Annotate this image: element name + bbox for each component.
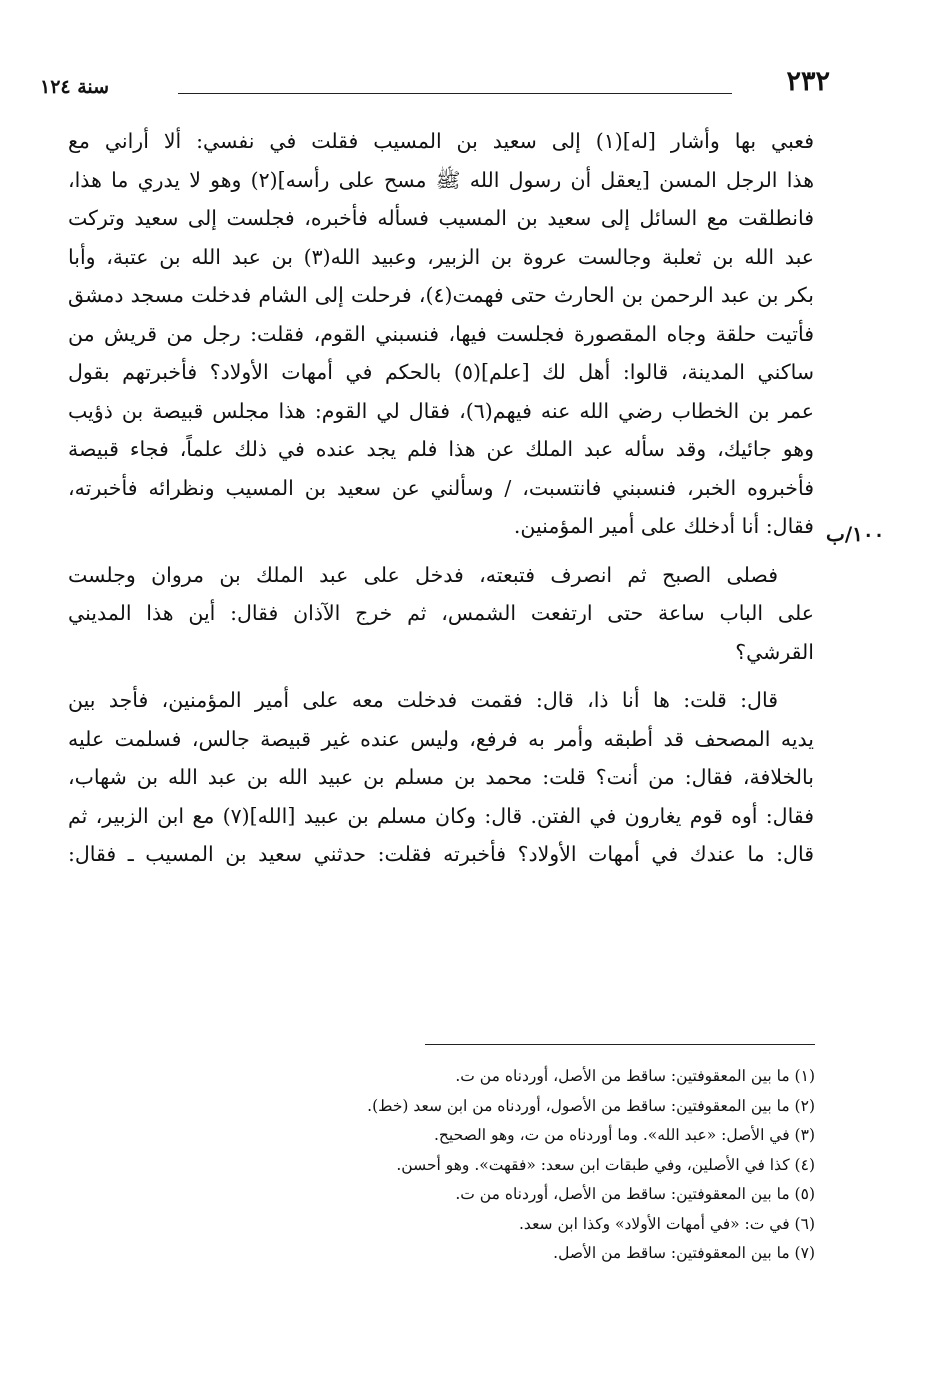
text-line: يديه المصحف قد أطبقه وأمر به فرفع، وليس عنده غير قبيصة جالس، فسلمت عليه	[68, 726, 814, 751]
footnote: (٦) في ت: «في أمهات الأولاد» وكذا ابن سعد.	[519, 1214, 815, 1233]
page-header	[40, 66, 830, 106]
text-line: هذا الرجل المسن [يعقل أن رسول الله ﷺ مسح على رأسه](٢) وهو لا يدري ما هذا،	[68, 167, 815, 192]
footnotes	[295, 1062, 815, 1269]
text-line: فقال: أوه قوم يغارون في الفتن. قال: وكان مسلم بن عبيد [الله](٧) مع ابن الزبير، ثم	[68, 803, 814, 828]
text-line: فأخبروه الخبر، فنسبني فانتسبت، / وسألني عن سعيد بن المسيب ونظرائه فأخبرته،	[68, 475, 814, 500]
header-rule	[178, 93, 732, 94]
footnote: (٤) كذا في الأصلين، وفي طبقات ابن سعد: «فقهت». وهو أحسن.	[396, 1155, 815, 1174]
text-line: فصلى الصبح ثم انصرف فتبعته، فدخل على عبد الملك بن مروان وجلست	[68, 562, 778, 587]
text-line: قال: قلت: ها أنا ذا، قال: فقمت فدخلت معه على أمير المؤمنين، فأجد بين	[68, 688, 778, 712]
page-number: ٢٣٢	[786, 66, 830, 97]
manuscript-folio-marker: ١٠٠/ب	[826, 522, 885, 546]
text-line: على الباب ساعة حتى ارتفعت الشمس، ثم خرج الآذان فقال: أين هذا المديني	[68, 601, 814, 625]
paragraph-3	[68, 681, 814, 874]
main-text	[68, 122, 814, 874]
paragraph-1	[68, 122, 814, 546]
text-line: القرشي؟	[735, 639, 814, 664]
running-year: سنة ١٢٤	[40, 76, 110, 98]
footnote: (٣) في الأصل: «عبد الله». وما أوردناه من ت، وهو الصحيح.	[433, 1126, 815, 1144]
footnote: (٢) ما بين المعقوفتين: ساقط من الأصول، أوردناه من ابن سعد (خط).	[367, 1096, 815, 1115]
text-line: عبد الله بن ثعلبة وجالست عروة بن الزبير، وعبيد الله(٣) بن عبد الله بن عتبة، وأبا	[68, 244, 814, 269]
text-line: فعبي بها وأشار [له](١) إلى سعيد بن المسيب فقلت في نفسي: ألا أراني مع	[68, 129, 814, 153]
footnote: (٥) ما بين المعقوفتين: ساقط من الأصل، أوردناه من ت.	[455, 1185, 815, 1203]
text-line: بالخلافة، فقال: من أنت؟ قلت: محمد بن مسلم بن عبيد الله بن عبد الله بن شهاب،	[68, 765, 814, 789]
text-line: فانطلقت مع السائل إلى سعيد بن المسيب فسأله فأخبره، فجلست إلى سعيد وتركت	[68, 206, 814, 230]
footnote: (٧) ما بين المعقوفتين: ساقط من الأصل.	[553, 1244, 815, 1262]
text-line: ساكني المدينة، قالوا: أهل لك [علم](٥) بالحكم في أمهات الأولاد؟ فأخبرتهم بقول	[68, 360, 814, 384]
footnote: (١) ما بين المعقوفتين: ساقط من الأصل، أوردناه من ت.	[455, 1067, 815, 1085]
text-line: فأتيت حلقة وجاه المقصورة فجلست فيها، فنسبني القوم، فقلت: رجل من قريش من	[68, 321, 814, 346]
text-line: قال: ما عندك في أمهات الأولاد؟ فأخبرته فقلت: حدثني سعيد بن المسيب ـ فقال:	[68, 842, 814, 866]
text-line: عمر بن الخطاب رضي الله عنه فيهم(٦)، فقال لي القوم: هذا مجلس قبيصة بن ذؤيب	[68, 398, 815, 423]
footnote-separator	[425, 1044, 815, 1045]
text-line: فقال: أنا أدخلك على أمير المؤمنين.	[513, 514, 814, 538]
paragraph-2	[68, 556, 814, 672]
text-line: وهو جائيك، وقد سأله عبد الملك عن هذا فلم يجد عنده في ذلك علماً، فجاء قبيصة	[68, 437, 814, 461]
text-line: بكر بن عبد الرحمن بن الحارث حتى فهمت(٤)، فرحلت إلى الشام فدخلت مسجد دمشق	[68, 283, 814, 307]
